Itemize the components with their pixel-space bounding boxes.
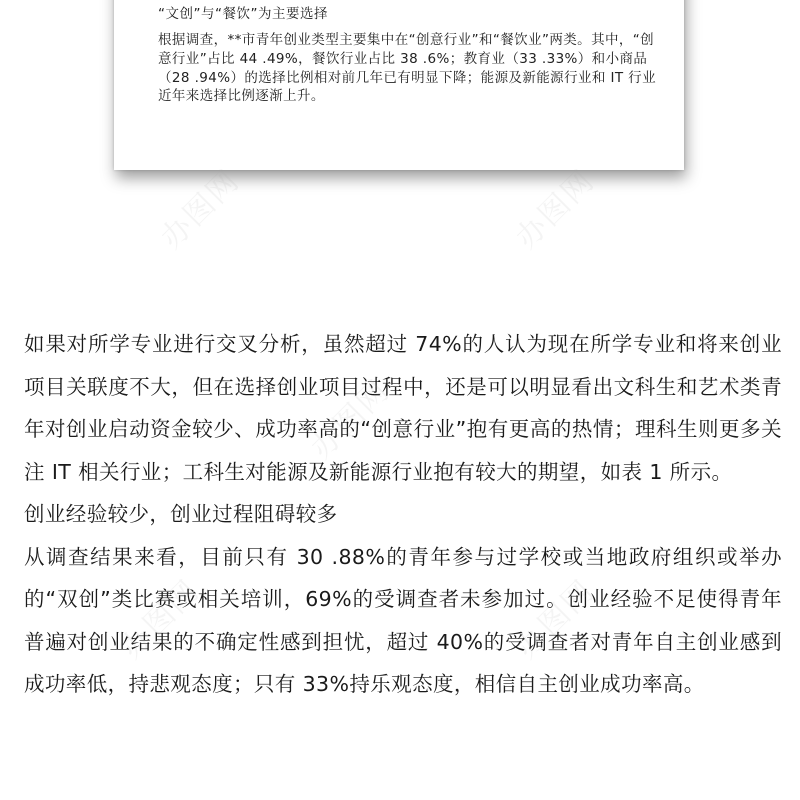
section-subheading: 创业经验较少，创业过程阻碍较多 (24, 502, 338, 526)
watermark: 办图网 (509, 163, 602, 256)
watermark: 办图网 (304, 373, 397, 466)
body-paragraph-1: 如果对所学专业进行交叉分析，虽然超过 74%的人认为现在所学专业和将来创业项目关联度不大，但在选择创业项目过程中，还是可以明显看出文科生和艺术类青年对创业启动资金较少、成功率高的“创意行业”抱有更高的热情；理科生则更多关注 IT 相关行业；工科生对能源及新能源行业抱有较大的期望，如表 1 所示。 (24, 332, 782, 484)
watermark: 办图网 (509, 573, 602, 666)
card-text-block (158, 5, 658, 106)
main-text-block (24, 323, 782, 706)
card-section-heading: “文创”与“餐饮”为主要选择 (158, 6, 328, 22)
watermark: 办图网 (154, 163, 247, 256)
card-paragraph: 根据调查，**市青年创业类型主要集中在“创意行业”和“餐饮业”两类。其中，“创意行业”占比 44 .49%，餐饮行业占比 38 .6%；教育业（33 .33%）和小商品（28 .94%）的选择比例相对前几年已有明显下降；能源及新能源行业和 IT 行业近年来选择比例逐渐上升。 (158, 32, 656, 105)
body-paragraph-2: 从调查结果来看，目前只有 30 .88%的青年参与过学校或当地政府组织或举办的“双创”类比赛或相关培训，69%的受调查者未参加过。创业经验不足使得青年普遍对创业结果的不确定性感到担忧，超过 40%的受调查者对青年自主创业感到成功率低，持悲观态度；只有 33%持乐观态度，相信自主创业成功率高。 (24, 544, 782, 696)
watermark: 办图网 (114, 573, 207, 666)
document-page-card (114, 0, 684, 170)
